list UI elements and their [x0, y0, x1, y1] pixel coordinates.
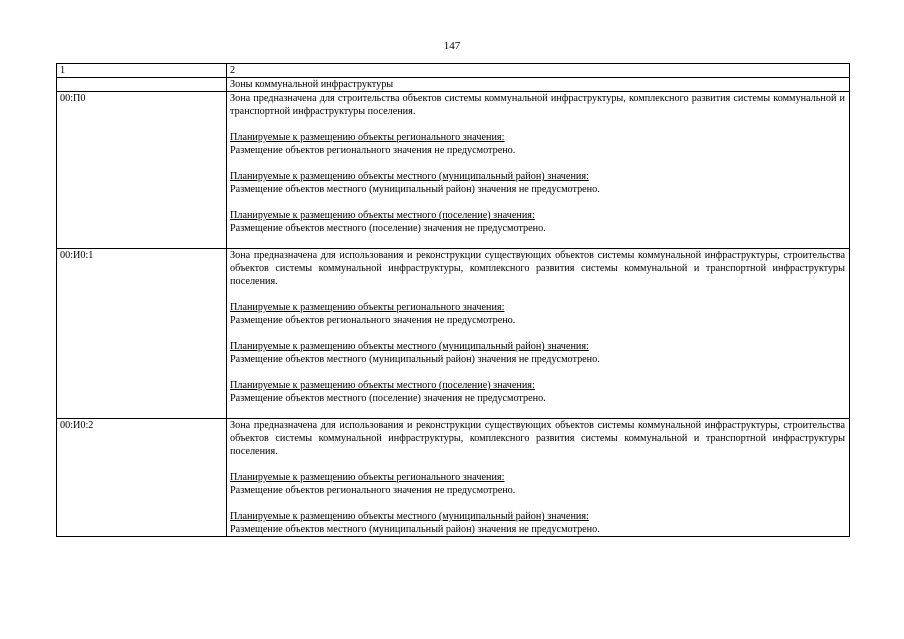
- section-title-empty-cell: [57, 78, 227, 92]
- zone-description-cell: [227, 249, 850, 419]
- block-heading: Планируемые к размещению объекты регионального значения:: [230, 302, 505, 313]
- block-heading: Планируемые к размещению объекты регионального значения:: [230, 132, 505, 143]
- section-title-row: [57, 78, 850, 92]
- zone-code: 00:И0:2: [57, 419, 227, 537]
- block-heading: Планируемые к размещению объекты местного (поселение) значения:: [230, 380, 535, 391]
- block-text: Размещение объектов местного (поселение) значения не предусмотрено.: [230, 393, 546, 404]
- block-text: Размещение объектов регионального значения не предусмотрено.: [230, 485, 516, 496]
- zone-description-cell: [227, 419, 850, 537]
- zone-description: Зона предназначена для использования и реконструкции существующих объектов системы коммунальной инфраструктуры, строительства объектов системы коммунальной инфраструктуры, комплексного развития системы коммунальной и транспортной инфраструктуры поселения.: [230, 250, 845, 287]
- block-text: Размещение объектов регионального значения не предусмотрено.: [230, 145, 516, 156]
- table-header-row: [57, 64, 850, 78]
- block-text: Размещение объектов местного (поселение) значения не предусмотрено.: [230, 223, 546, 234]
- zone-description: Зона предназначена для строительства объектов системы коммунальной инфраструктуры, комплексного развития системы коммунальной и транспортной инфраструктуры поселения.: [230, 93, 845, 117]
- zones-table: [56, 63, 850, 537]
- table-row: [57, 249, 850, 419]
- zone-code: 00:П0: [57, 92, 227, 249]
- column-header-1: 1: [57, 64, 227, 78]
- block-heading: Планируемые к размещению объекты местного (поселение) значения:: [230, 210, 535, 221]
- block-heading: Планируемые к размещению объекты местного (муниципальный район) значения:: [230, 511, 589, 522]
- block-text: Размещение объектов местного (муниципальный район) значения не предусмотрено.: [230, 184, 600, 195]
- section-title: Зоны коммунальной инфраструктуры: [227, 78, 850, 92]
- table-row: [57, 419, 850, 537]
- zone-code: 00:И0:1: [57, 249, 227, 419]
- zone-description-cell: [227, 92, 850, 249]
- block-text: Размещение объектов регионального значения не предусмотрено.: [230, 315, 516, 326]
- zone-description: Зона предназначена для использования и реконструкции существующих объектов системы коммунальной инфраструктуры, строительства объектов системы коммунальной инфраструктуры, комплексного развития системы коммунальной и транспортной инфраструктуры поселения.: [230, 420, 845, 457]
- block-heading: Планируемые к размещению объекты регионального значения:: [230, 472, 505, 483]
- table-row: [57, 92, 850, 249]
- block-text: Размещение объектов местного (муниципальный район) значения не предусмотрено.: [230, 524, 600, 535]
- block-text: Размещение объектов местного (муниципальный район) значения не предусмотрено.: [230, 354, 600, 365]
- block-heading: Планируемые к размещению объекты местного (муниципальный район) значения:: [230, 341, 589, 352]
- page-number: 147: [443, 40, 461, 52]
- column-header-2: 2: [227, 64, 850, 78]
- block-heading: Планируемые к размещению объекты местного (муниципальный район) значения:: [230, 171, 589, 182]
